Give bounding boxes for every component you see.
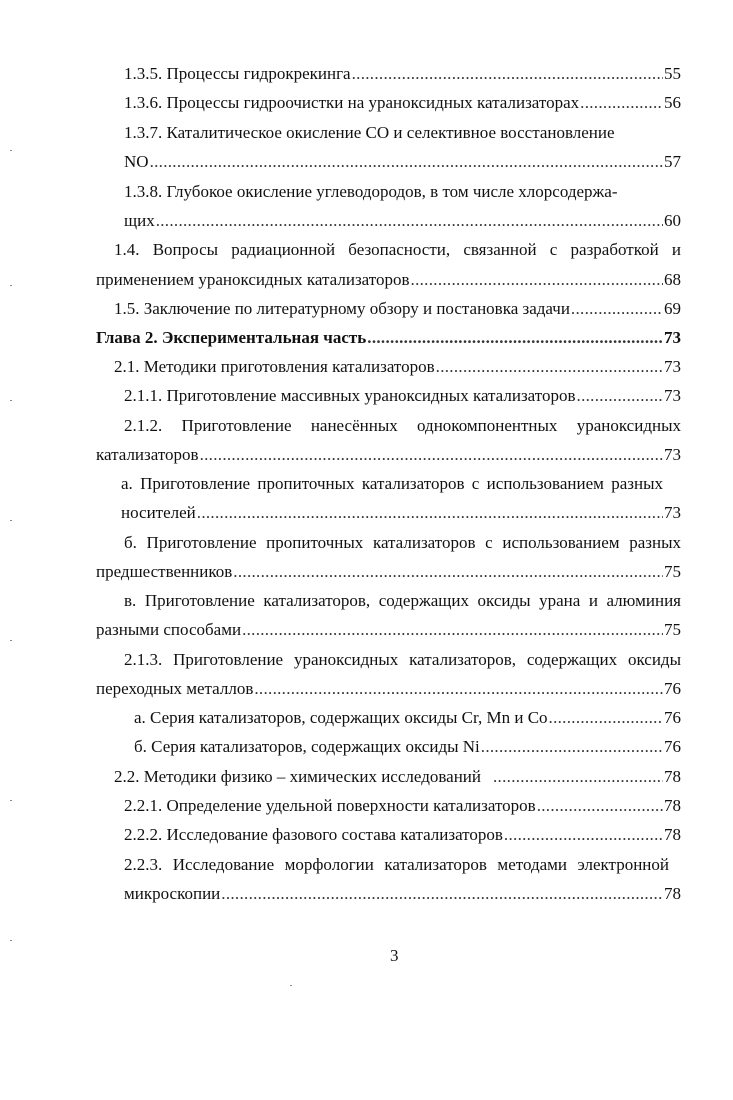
- dot-leader: [580, 91, 663, 115]
- toc-entry: [124, 150, 681, 174]
- dot-leader: [493, 765, 663, 789]
- dot-leader: [537, 794, 663, 818]
- toc-entry: [96, 443, 681, 467]
- dot-leader: [367, 326, 663, 350]
- dot-leader: [436, 355, 663, 379]
- toc-entry: [114, 297, 681, 321]
- toc-entry-title: 2.2. Методики физико – химических исследований: [114, 767, 481, 786]
- toc-entry: [96, 268, 681, 292]
- toc-entry-page: 60: [664, 211, 681, 230]
- toc-entry: [96, 560, 681, 584]
- scan-speck: [10, 150, 12, 151]
- dot-leader: [200, 443, 663, 467]
- toc-entry-title: 2.2.2. Исследование фазового состава катализаторов: [124, 825, 503, 844]
- scan-speck: [10, 520, 12, 521]
- scan-speck: [10, 940, 12, 941]
- toc-entry-title: б. Серия катализаторов, содержащих оксиды Ni: [134, 737, 480, 756]
- dot-leader: [242, 618, 663, 642]
- toc-entry: [124, 794, 681, 818]
- toc-entry-title-continued: применением ураноксидных катализаторов: [96, 270, 410, 289]
- toc-entry: [124, 209, 681, 233]
- dot-leader: [549, 706, 663, 730]
- toc-entry-title: 2.1.1. Приготовление массивных ураноксидных катализаторов: [124, 386, 576, 405]
- toc-entry-title-continued: NO: [124, 152, 149, 171]
- toc-entry-title: 1.4. Вопросы радиационной безопасности, связанной с разработкой и: [114, 240, 681, 259]
- dot-leader: [221, 882, 663, 906]
- toc-entry: [114, 355, 681, 379]
- toc-entry-title: б. Приготовление пропиточных катализаторов с использованием разных: [124, 533, 681, 552]
- scan-speck: [10, 800, 12, 801]
- toc-entry-title: 2.2.1. Определение удельной поверхности катализаторов: [124, 796, 536, 815]
- toc-entry-page: 75: [664, 620, 681, 639]
- toc-entry-title-continued: катализаторов: [96, 445, 199, 464]
- toc-entry-page: 76: [664, 708, 681, 727]
- toc-entry-page: 73: [664, 357, 681, 376]
- dot-leader: [254, 677, 663, 701]
- toc-entry-title-continued: переходных металлов: [96, 679, 254, 698]
- toc-entry-title-continued: предшественников: [96, 562, 233, 581]
- toc-entry-page: 76: [664, 737, 681, 756]
- toc-entry-title-continued: щих: [124, 211, 155, 230]
- scan-speck: [10, 400, 12, 401]
- dot-leader: [411, 268, 663, 292]
- toc-entry-title: а. Приготовление пропиточных катализаторов с использованием разных: [121, 474, 663, 493]
- toc-entry-page: 55: [664, 64, 681, 83]
- dot-leader: [352, 62, 663, 86]
- toc-entry: [96, 677, 681, 701]
- toc-entry-title-continued: носителей: [121, 503, 196, 522]
- toc-entry-page: 73: [664, 445, 681, 464]
- toc-entry-page: 78: [664, 767, 681, 786]
- scan-speck: [290, 985, 292, 986]
- toc-entry-page: 57: [664, 152, 681, 171]
- dot-leader: [233, 560, 663, 584]
- toc-entry: [121, 501, 681, 525]
- dot-leader: [156, 209, 663, 233]
- toc-entry: [114, 765, 681, 789]
- toc-entry-page: 75: [664, 562, 681, 581]
- toc-entry-title: в. Приготовление катализаторов, содержащих оксиды урана и алюминия: [124, 591, 681, 610]
- dot-leader: [197, 501, 663, 525]
- toc-entry-title-continued: микроскопии: [124, 884, 221, 903]
- toc-entry-page: 73: [664, 503, 681, 522]
- toc-entry-title: 2.1. Методики приготовления катализаторов: [114, 357, 435, 376]
- toc-entry-page: 69: [664, 299, 681, 318]
- toc-entry-page: 76: [664, 679, 681, 698]
- toc-entry-title-continued: разными способами: [96, 620, 242, 639]
- toc-entry: [124, 62, 681, 86]
- toc-entry: [124, 882, 681, 906]
- scan-speck: [10, 640, 12, 641]
- toc-entry: [124, 823, 681, 847]
- toc-entry-title: 2.1.3. Приготовление ураноксидных катализаторов, содержащих оксиды: [124, 650, 681, 669]
- toc-entry-page: 78: [664, 884, 681, 903]
- toc-chapter: [96, 326, 681, 350]
- toc-entry: [124, 384, 681, 408]
- toc-entry-title: 1.3.6. Процессы гидроочистки на ураноксидных катализаторах: [124, 93, 580, 112]
- toc-entry-page: 68: [664, 270, 681, 289]
- toc-entry-page: 78: [664, 825, 681, 844]
- toc-entry-page: 78: [664, 796, 681, 815]
- toc-chapter-title: Глава 2. Экспериментальная часть: [96, 328, 367, 347]
- toc-entry: [134, 735, 681, 759]
- toc-entry-title: 2.2.3. Исследование морфологии катализаторов методами электронной: [124, 855, 669, 874]
- page-number: 3: [390, 946, 399, 965]
- toc-entry-page: 73: [664, 386, 681, 405]
- toc-entry: [124, 91, 681, 115]
- toc-entry: [96, 618, 681, 642]
- toc-entry-page: 56: [664, 93, 681, 112]
- toc-entry-title: 1.5. Заключение по литературному обзору и постановка задачи: [114, 299, 570, 318]
- dot-leader: [571, 297, 663, 321]
- toc-entry-title: 1.3.5. Процессы гидрокрекинга: [124, 64, 351, 83]
- dot-leader: [504, 823, 663, 847]
- dot-leader: [577, 384, 663, 408]
- scan-speck: [10, 285, 12, 286]
- toc-entry-title: 1.3.8. Глубокое окисление углеводородов, в том числе хлорсодержа-: [124, 182, 618, 201]
- dot-leader: [481, 735, 663, 759]
- toc-entry-title: а. Серия катализаторов, содержащих оксиды Cr, Mn и Co: [134, 708, 548, 727]
- toc-entry-title: 2.1.2. Приготовление нанесённых однокомпонентных ураноксидных: [124, 416, 681, 435]
- toc-entry-page: 73: [664, 328, 681, 347]
- toc-entry: [134, 706, 681, 730]
- toc-entry-title: 1.3.7. Каталитическое окисление СО и селективное восстановление: [124, 123, 615, 142]
- dot-leader: [150, 150, 663, 174]
